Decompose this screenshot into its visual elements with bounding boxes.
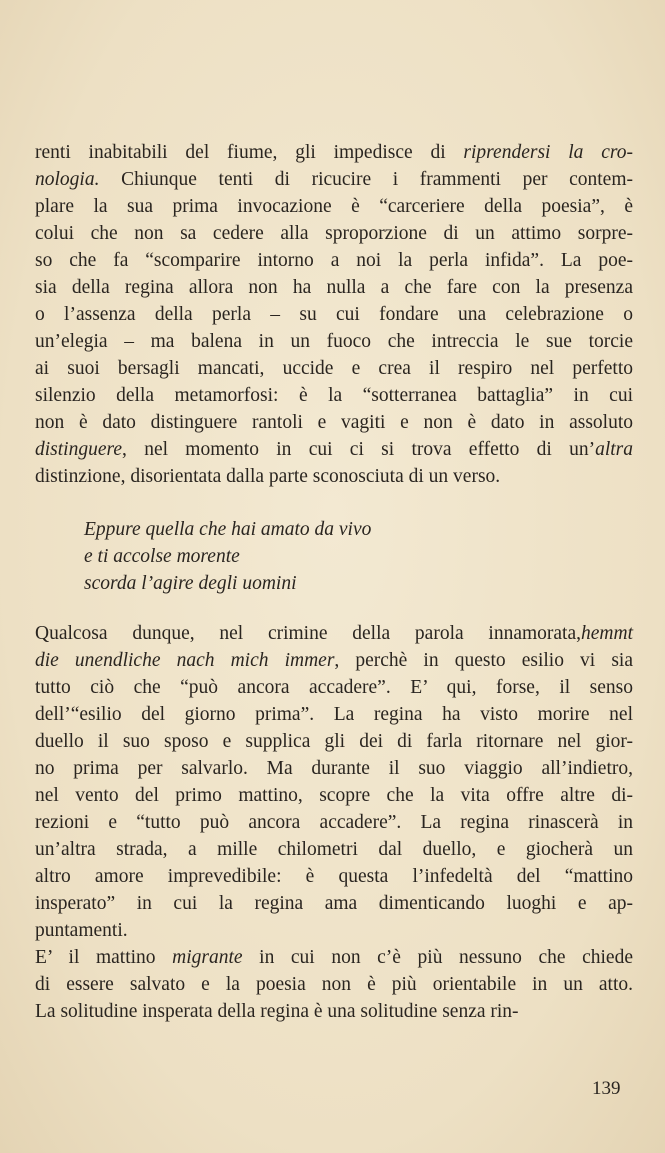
text-run: so che fa “scomparire intorno a noi la perla infida”. La poe- [35, 250, 633, 271]
text-line [35, 863, 633, 890]
text-line [35, 647, 633, 674]
text-run: di essere salvato e la poesia non è più orientabile in un atto. [35, 974, 633, 995]
text-line [84, 543, 484, 570]
text-run: Chiunque tenti di ricucire i frammenti per contem- [99, 169, 633, 190]
text-run: E’ il mattino [35, 947, 173, 968]
text-run: rezioni e “tutto può ancora accadere”. La regina rinascerà in [35, 812, 633, 833]
text-line [35, 193, 633, 220]
text-line [35, 166, 633, 193]
text-run: no prima per salvarlo. Ma durante il suo viaggio all’indietro, [35, 758, 633, 779]
text-line [35, 782, 633, 809]
text-line [35, 139, 633, 166]
text-run: sia della regina allora non ha nulla a che fare con la presenza [35, 277, 633, 298]
text-line [35, 436, 633, 463]
text-line [35, 220, 633, 247]
text-line [35, 836, 633, 863]
text-run: in cui non c’è più nessuno che chiede [242, 947, 633, 968]
text-line [35, 701, 633, 728]
text-run: Qualcosa dunque, nel crimine della parola innamorata, [35, 623, 581, 644]
text-run: , nel momento in cui ci si trova effetto di un’ [122, 439, 596, 460]
italic-text: nologia. [35, 169, 100, 190]
text-line [84, 570, 484, 597]
text-line [84, 516, 484, 543]
text-run: ai suoi bersagli mancati, uccide e crea il respiro nel perfetto [35, 358, 633, 379]
italic-text: riprendersi la cro- [463, 142, 633, 163]
text-line [35, 274, 633, 301]
text-run: silenzio della metamorfosi: è la “sotterranea battaglia” in cui [35, 385, 633, 406]
text-run: altro amore imprevedibile: è questa l’infedeltà del “mattino [35, 866, 633, 887]
page-number: 139 [592, 1078, 621, 1099]
italic-text: distinguere [35, 439, 123, 460]
text-run: o l’assenza della perla – su cui fondare una celebrazione o [35, 304, 633, 325]
text-run: duello il suo sposo e supplica gli dei di farla ritornare nel gior- [35, 731, 633, 752]
text-line [35, 301, 633, 328]
text-line [35, 944, 633, 971]
text-line [35, 917, 633, 944]
paragraph-1 [35, 139, 633, 490]
italic-text: altra [595, 439, 633, 460]
text-line [35, 328, 633, 355]
text-run: colui che non sa cedere alla sproporzione di un attimo sorpre- [35, 223, 633, 244]
text-line [35, 247, 633, 274]
text-line [35, 674, 633, 701]
text-run: tutto ciò che “può ancora accadere”. E’ qui, forse, il senso [35, 677, 633, 698]
text-line [35, 728, 633, 755]
text-line [35, 998, 633, 1025]
text-run: distinzione, disorientata dalla parte sconosciuta di un verso. [35, 466, 501, 487]
italic-text: scorda l’agire degli uomini [84, 573, 297, 594]
text-run: La solitudine insperata della regina è una solitudine senza rin- [35, 1001, 519, 1022]
text-run: , perchè in questo esilio vi sia [334, 650, 633, 671]
text-run: puntamenti. [35, 920, 128, 941]
text-run: un’elegia – ma balena in un fuoco che intreccia le sue torcie [35, 331, 633, 352]
text-run: nel vento del primo mattino, scopre che la vita offre altre di- [35, 785, 633, 806]
text-line [35, 620, 633, 647]
text-line [35, 409, 633, 436]
text-run: renti inabitabili del fiume, gli impedisce di [35, 142, 464, 163]
text-run: insperato” in cui la regina ama dimenticando luoghi e ap- [35, 893, 633, 914]
italic-text: e ti accolse morente [84, 546, 240, 567]
paragraph-2 [35, 620, 633, 1025]
text-line [35, 382, 633, 409]
italic-text: hemmt [581, 623, 633, 644]
text-line [35, 971, 633, 998]
italic-text: migrante [172, 947, 243, 968]
text-line [35, 355, 633, 382]
italic-text: Eppure quella che hai amato da vivo [84, 519, 372, 540]
text-run: dell’“esilio del giorno prima”. La regina ha visto morire nel [35, 704, 633, 725]
text-line [35, 890, 633, 917]
text-run: plare la sua prima invocazione è “carceriere della poesia”, è [35, 196, 633, 217]
text-line [35, 809, 633, 836]
text-line [35, 463, 633, 490]
italic-text: die unendliche nach mich immer [35, 650, 335, 671]
text-run: un’altra strada, a mille chilometri dal duello, e giocherà un [35, 839, 633, 860]
text-run: non è dato distinguere rantoli e vagiti e non è dato in assoluto [35, 412, 633, 433]
text-line [35, 755, 633, 782]
poem-quote [84, 516, 484, 597]
